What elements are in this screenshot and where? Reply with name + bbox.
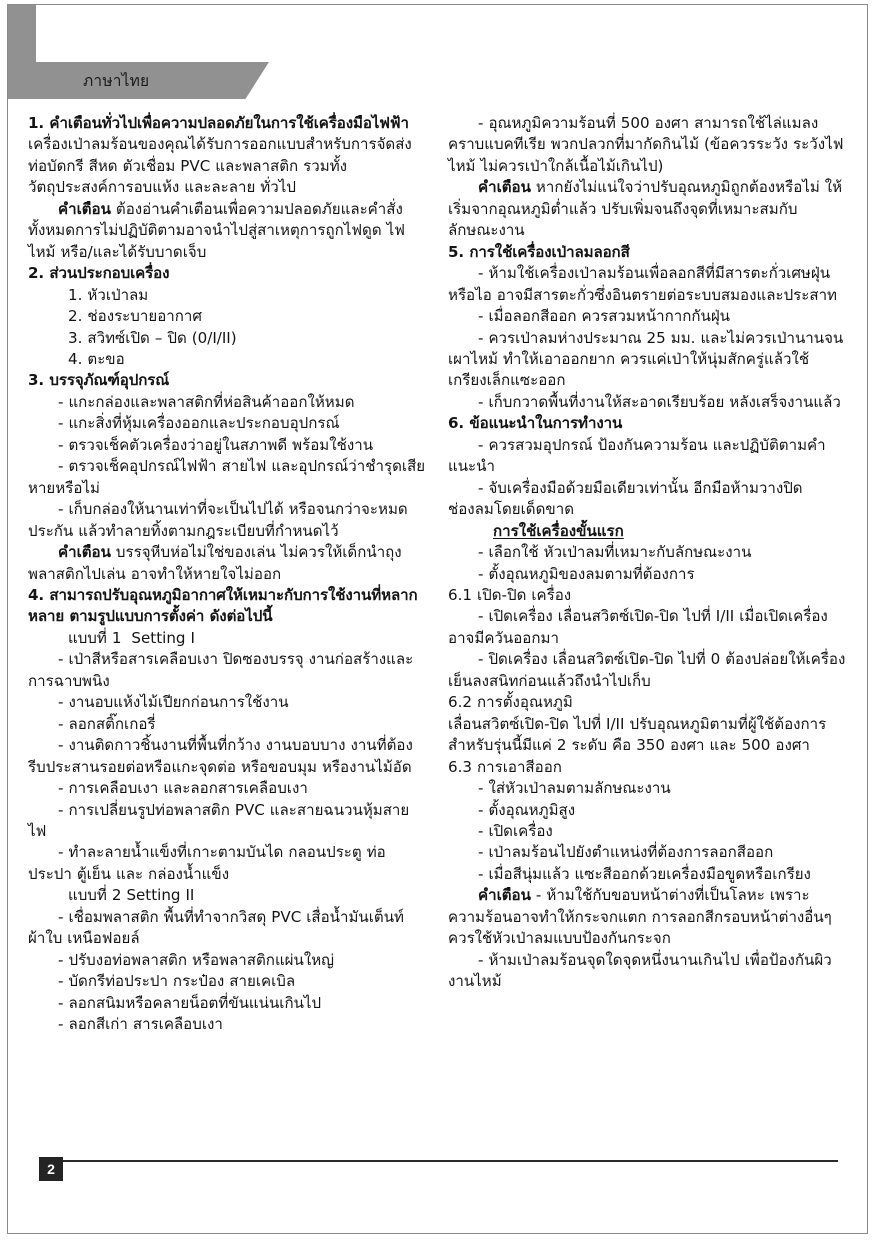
paragraph-s4_set1: แบบที่ 1 Setting I <box>68 628 195 647</box>
paragraph-s4_a5: - การเคลือบเงา และลอกสารเคลือบเงา <box>58 779 308 798</box>
right-column <box>448 113 846 1035</box>
paragraph-s4_b3: - บัดกรีท่อประปา กระป๋อง สายเคเบิล <box>58 972 296 991</box>
paragraph-r_temp: - อุณหภูมิความร้อนที่ 500 องศา สามารถใช้ไล่แมลงคราบแบคทีเรีย พวกปลวกที่มากัดกินไม้ (ข้อควรระวัง ระวังไฟไหม้ ไม่ควรเป่าใกล้เนื้อไม้เกินไป) <box>448 114 844 175</box>
paragraph-s2_i3: 3. สวิทซ์เปิด – ปิด (0/I/II) <box>68 328 237 347</box>
page-number-badge: 2 <box>39 1157 63 1181</box>
paragraph-s61_title: 6.1 เปิด-ปิด เครื่อง <box>448 585 572 604</box>
paragraph-s2_i4: 4. ตะขอ <box>68 349 125 368</box>
left-column <box>28 113 426 1035</box>
header-banner <box>0 0 520 100</box>
paragraph-s6_i2: - จับเครื่องมือด้วยมือเดียวเท่านั้น อีกมือห้ามวางปิดช่องลมโดยเด็ดขาด <box>448 478 803 519</box>
paragraph-s3_i5: - เก็บกล่องให้นานเท่าที่จะเป็นไปได้ หรือจนกว่าจะหมดประกัน แล้วทำลายทิ้งตามกฎระเบียบที่กำหนดไว้ <box>28 500 408 540</box>
paragraph-s3_i3: - ตรวจเช็คตัวเครื่องว่าอยู่ในสภาพดี พร้อมใช้งาน <box>58 435 374 454</box>
paragraph-s4_a3: - ลอกสติ๊กเกอรี่ <box>58 714 156 733</box>
paragraph-s4_b5: - ลอกสีเก่า สารเคลือบเงา <box>58 1015 223 1034</box>
paragraph-s5_i4: - เก็บกวาดพื้นที่งานให้สะอาดเรียบร้อย หลังเสร็จงานแล้ว <box>478 392 841 411</box>
language-label: ภาษาไทย <box>83 72 150 90</box>
paragraph-s63_i3: - เปิดเครื่อง <box>478 821 553 840</box>
paragraph-s3_i1: - แกะกล่องและพลาสติกที่ห่อสินค้าออกให้หมด <box>58 392 355 411</box>
footer-rule <box>46 1160 838 1162</box>
paragraph-s3_i4: - ตรวจเช็คอุปกรณ์ไฟฟ้า สายไฟ และอุปกรณ์ว่าชำรุดเสียหายหรือไม่ <box>28 457 426 497</box>
content-columns <box>28 113 846 1035</box>
paragraph-s61_i1: - เปิดเครื่อง เลื่อนสวิตซ์เปิด-ปิด ไปที่ I/II เมื่อเปิดเครื่องอาจมีควันออกมา <box>448 607 828 647</box>
paragraph-s4_set2: แบบที่ 2 Setting II <box>68 886 195 905</box>
paragraph-s2_i1: 1. หัวเป่าลม <box>68 285 149 304</box>
paragraph-s6_i4: - ตั้งอุณหภูมิของลมตามที่ต้องการ <box>478 564 695 583</box>
paragraph-s3_i2: - แกะสิ่งที่หุ้มเครื่องออกและประกอบอุปกรณ์ <box>58 414 340 433</box>
page-footer <box>0 1131 875 1241</box>
paragraph-s4_a6: - การเปลี่ยนรูปท่อพลาสติก PVC และสายฉนวนหุ้มสายไฟ <box>28 800 410 840</box>
paragraph-s5_i1: - ห้ามใช้เครื่องเป่าลมร้อนเพื่อลอกสีที่มีสารตะกั่วเศษฝุ่นหรือไอ อาจมีสารตะกั่วซึ่งอินตรายต่อระบบสมองและประสาท <box>448 264 838 304</box>
paragraph-s4_b4: - ลอกสนิมหรือคลายน็อตที่ขันแน่นเกินไป <box>58 993 322 1012</box>
paragraph-s6_sub: การใช้เครื่องขั้นแรก <box>493 521 624 540</box>
paragraph-s3_title: 3. บรรจุภัณฑ์อุปกรณ์ <box>28 371 170 390</box>
paragraph-s63_title: 6.3 การเอาสีออก <box>448 757 562 776</box>
paragraph-s63_i1: - ใส่หัวเป่าลมตามลักษณะงาน <box>478 779 671 798</box>
warning-lead-r_warn1: คำเตือน <box>478 178 531 197</box>
paragraph-s4_a1: - เป่าสีหรือสารเคลือบเงา ปิดซองบรรจุ งานก่อสร้างและการฉาบพนิง <box>28 650 414 690</box>
paragraph-s4_title: 4. สามารถปรับอุณหภูมิอากาศให้เหมาะกับการใช้งานที่หลากหลาย ตามรูปแบบการตั้งค่า ดังต่อไปนี้ <box>28 585 418 626</box>
warning-lead-s63_warn: คำเตือน <box>478 886 531 905</box>
paragraph-s4_a2: - งานอบแห้งไม้เปียกก่อนการใช้งาน <box>58 693 289 712</box>
paragraph-s5_i2: - เมื่อลอกสีออก ควรสวมหน้ากากกันฝุ่น <box>478 307 730 326</box>
paragraph-s4_b1: - เชื่อมพลาสติก พื้นที่ทำจากวิสดุ PVC เสื่อน้ำมันเต็นท์ผ้าใบ เหนือฟอยล์ <box>28 907 404 948</box>
paragraph-s63_i2: - ตั้งอุณหภูมิสูง <box>478 800 576 819</box>
paragraph-r_warn1: คำเตือน หากยังไม่แน่ใจว่าปรับอุณหภูมิถูกต้องหรือไม่ ให้เริ่มจากอุณหภูมิต่ำแล้ว ปรับเพิ่มจนถึงจุดที่เหมาะสมกับลักษณะงาน <box>448 178 843 240</box>
paragraph-s3_warn: คำเตือน บรรจุหีบห่อไม่ใช่ของเล่น ไม่ควรให้เด็กนำถุงพลาสติกไปเล่น อาจทำให้หายใจไม่ออก <box>28 543 402 583</box>
paragraph-s5_i3: - ควรเป่าลมห่างประมาณ 25 มม. และไม่ควรเป่านานจนเผาไหม้ ทำให้เอาออกยาก ควรแค่เป่าให้นุ่มสักครู่แล้วใช้เกรียงเล็กแซะออก <box>448 328 844 390</box>
paragraph-s62_title: 6.2 การตั้งอุณหภูมิ <box>448 693 573 712</box>
warning-lead-s1_warn: คำเตือน <box>58 199 111 218</box>
warning-lead-s3_warn: คำเตือน <box>58 543 111 562</box>
paragraph-s1_body: เครื่องเป่าลมร้อนของคุณได้รับการออกแบบสำหรับการจัดส่งท่อบัดกรี สีหด ตัวเชื่อม PVC และพลาสติก รวมทั้งวัตถุประสงค์การอบแห้ง และละลาย ทั่วไป <box>28 135 412 197</box>
paragraph-s63_warn: คำเตือน - ห้ามใช้กับขอบหน้าต่างที่เป็นโลหะ เพราะความร้อนอาจทำให้กระจกแตก การลอกสีกรอบหน้าต่างอื่นๆ ควรใช้หัวเป่าลมแบบป้องกันกระจก <box>448 886 837 948</box>
paragraph-s6_title: 6. ข้อแนะนำในการทำงาน <box>448 414 623 433</box>
paragraph-s6_i3: - เลือกใช้ หัวเป่าลมที่เหมาะกับลักษณะงาน <box>478 543 752 562</box>
paragraph-s63_i6: - ห้ามเป่าลมร้อนจุดใดจุดหนึ่งนานเกินไป เพื่อป้องกันผิวงานไหม้ <box>448 950 832 991</box>
paragraph-s4_a7: - ทำละลายน้ำแข็งที่เกาะตามบันได กลอนประตู ท่อประปา ตู้เย็น และ กล่องน้ำแข็ง <box>28 843 386 883</box>
paragraph-s1_warn: คำเตือน ต้องอ่านคำเตือนเพื่อความปลอดภัยและคำสั่งทั้งหมดการไม่ปฏิบัติตามอาจนำไปสู่สาเหตุการถูกไฟดูด ไฟไหม้ หรือ/และได้รับบาดเจ็บ <box>28 199 405 261</box>
paragraph-s1_title: 1. คำเตือนทั่วไปเพื่อความปลอดภัยในการใช้เครื่องมือไฟฟ้า <box>28 114 409 132</box>
paragraph-s2_title: 2. ส่วนประกอบเครื่อง <box>28 264 170 283</box>
paragraph-s62_body: เลื่อนสวิตซ์เปิด-ปิด ไปที่ I/II ปรับอุณหภูมิตามที่ผู้ใช้ต้องการ สำหรับรุ่นนี้มีแค่ 2 ระดับ คือ 350 องศา และ 500 องศา <box>448 714 832 755</box>
paragraph-s61_i2: - ปิดเครื่อง เลื่อนสวิตซ์เปิด-ปิด ไปที่ 0 ต้องปล่อยให้เครื่องเย็นลงสนิทก่อนแล้วถึงนำไปเก็บ <box>448 650 846 690</box>
paragraph-s2_i2: 2. ช่องระบายอากาศ <box>68 307 202 326</box>
paragraph-s63_i4: - เป่าลมร้อนไปยังตำแหน่งที่ต้องการลอกสีออก <box>478 843 774 862</box>
paragraph-s6_i1: - ควรสวมอุปกรณ์ ป้องกันความร้อน และปฏิบัติตามคำแนะนำ <box>448 435 826 476</box>
paragraph-s5_title: 5. การใช้เครื่องเป่าลมลอกสี <box>448 242 630 261</box>
paragraph-s4_a4: - งานติดกาวชิ้นงานที่พื้นที่กว้าง งานบอบบาง งานที่ต้องรีบประสานรอยต่อหรือแกะจุดต่อ หรือขอบมุม หรืองานไม้อัด <box>28 736 413 776</box>
paragraph-s4_b2: - ปรับงอท่อพลาสติก หรือพลาสติกแผ่นใหญ่ <box>58 950 335 969</box>
paragraph-s63_i5: - เมื่อสีนุ่มแล้ว แซะสีออกด้วยเครื่องมือขูดหรือเกรียง <box>478 864 811 883</box>
